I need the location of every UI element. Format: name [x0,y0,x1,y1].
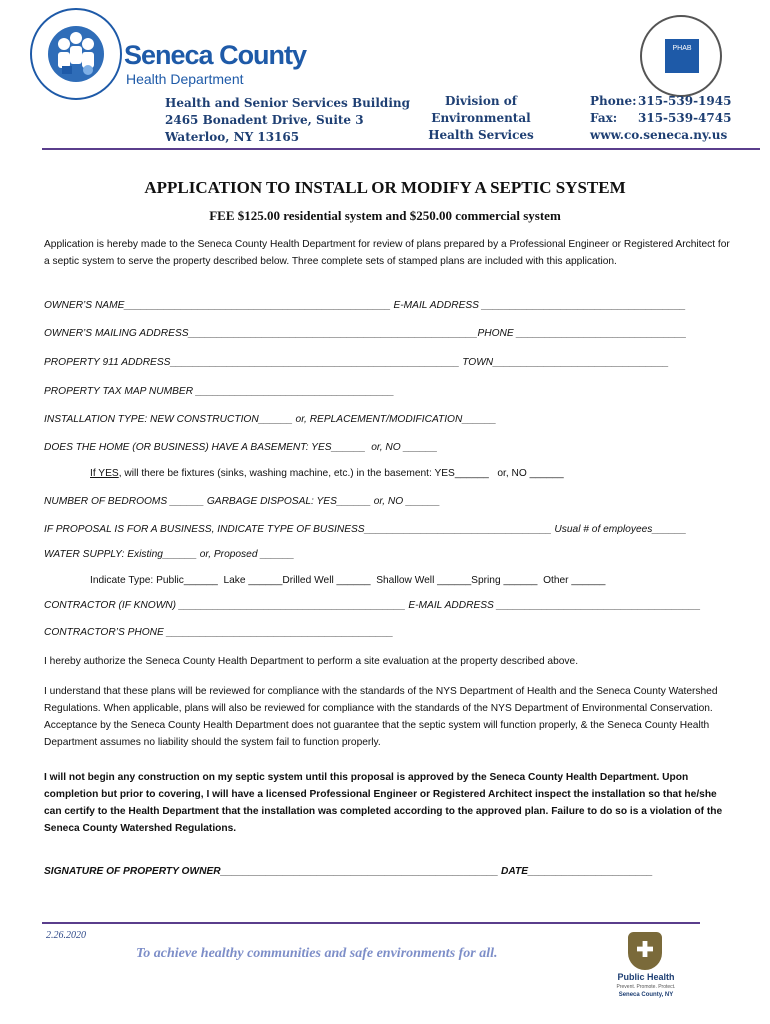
page-title: APPLICATION TO INSTALL OR MODIFY A SEPTIC SYSTEM [144,178,626,197]
tax-map-field[interactable]: PROPERTY TAX MAP NUMBER ___________________________________ [44,386,395,397]
water-type-field[interactable]: Indicate Type: Public______ Lake ______Drilled Well ______ Shallow Well ______Spring ______ Other ______ [90,575,606,586]
basement-fixtures-field[interactable]: If YES, will there be fixtures (sinks, washing machine, etc.) in the basement: YES______ or, NO ______ [90,468,564,479]
contact-info: Phone: 315-539-1945 Fax: 315-539-4745 www.co.seneca.ny.us [590,94,732,142]
authorize-statement: I hereby authorize the Seneca County Health Department to perform a site evaluation at the property described above. [44,656,579,667]
business-field[interactable]: IF PROPOSAL IS FOR A BUSINESS, INDICATE TYPE OF BUSINESS_________________________________ Usual # of employees______ [44,524,687,535]
basement-field[interactable]: DOES THE HOME (OR BUSINESS) HAVE A BASEMENT: YES______ or, NO ______ [44,442,438,453]
understand-paragraph: I understand that these plans will be reviewed for compliance with the standards of the NYS Department of Health and the Seneca County Watershed Regulations. When applicable, plans will also be reviewed for compliance with the standards of the NYS Department of Environmental Conservation. Acceptance by the Seneca County Health Department does not guarantee that the septic system will function properly, & the Seneca County Health Department assumes no liability should the system fail to function properly. [44,686,718,748]
mailing-address-field[interactable]: OWNER’S MAILING ADDRESS___________________________________________________PHONE ______________________________ [44,328,687,339]
owner-name-field[interactable]: OWNER’S NAME_______________________________________________ E-MAIL ADDRESS ____________________________________ [44,300,686,311]
footer-slogan: To achieve healthy communities and safe environments for all. [136,946,498,961]
phab-badge: PHAB [665,39,699,73]
water-supply-field[interactable]: WATER SUPPLY: Existing______ or, Proposed ______ [44,549,295,560]
fax-number: 315-539-4745 [638,111,732,125]
contractor-field[interactable]: CONTRACTOR (IF KNOWN) ________________________________________ E-MAIL ADDRESS ____________________________________ [44,600,701,611]
phab-accreditation-seal [640,15,722,97]
contractor-phone-field[interactable]: CONTRACTOR’S PHONE ________________________________________ [44,627,394,638]
footer-divider [42,922,700,924]
intro-paragraph: Application is hereby made to the Seneca County Health Department for review of plans prepared by a Professional Engineer or Registered Architect for a septic system to serve the property described below. Three complete sets of stamped plans are included with this application. [44,239,730,267]
warning-paragraph: I will not begin any construction on my septic system until this proposal is approved by the Seneca County Health Department. Upon completion but prior to covering, I will have a licensed Professional Engineer or Registered Architect inspect the installation so that he/she can certify to the Health Department that the installation was completed according to the approved plan. Failure to do so is a violation of the Seneca County Watershed Regulations. [44,772,723,834]
revision-date: 2.26.2020 [46,930,86,941]
signature-line[interactable]: SIGNATURE OF PROPERTY OWNER_________________________________________________ DATE______________________ [44,866,653,877]
logo-subtitle: Health Department [126,71,244,87]
logo-title: Seneca County [124,40,307,70]
division-name: Division of Environmental Health Services [428,94,534,142]
department-address: Health and Senior Services Building 2465 Bonadent Drive, Suite 3 Waterloo, NY 13165 [165,96,410,144]
health-department-logo [30,8,122,100]
installation-type-field[interactable]: INSTALLATION TYPE: NEW CONSTRUCTION______ or, REPLACEMENT/MODIFICATION______ [44,414,497,425]
public-health-logo: Public Health Prevent. Promote. Protect. Seneca County, NY [606,932,686,1012]
people-icon [32,10,120,98]
phone-number: 315-539-1945 [638,94,732,108]
fee-line: FEE $125.00 residential system and $250.00 commercial system [209,208,561,223]
bedrooms-field[interactable]: NUMBER OF BEDROOMS ______ GARBAGE DISPOSAL: YES______ or, NO ______ [44,496,440,507]
website[interactable]: www.co.seneca.ny.us [590,128,728,142]
property-address-field[interactable]: PROPERTY 911 ADDRESS___________________________________________________ TOWN_______________________________ [44,357,669,368]
header-divider [42,148,760,150]
